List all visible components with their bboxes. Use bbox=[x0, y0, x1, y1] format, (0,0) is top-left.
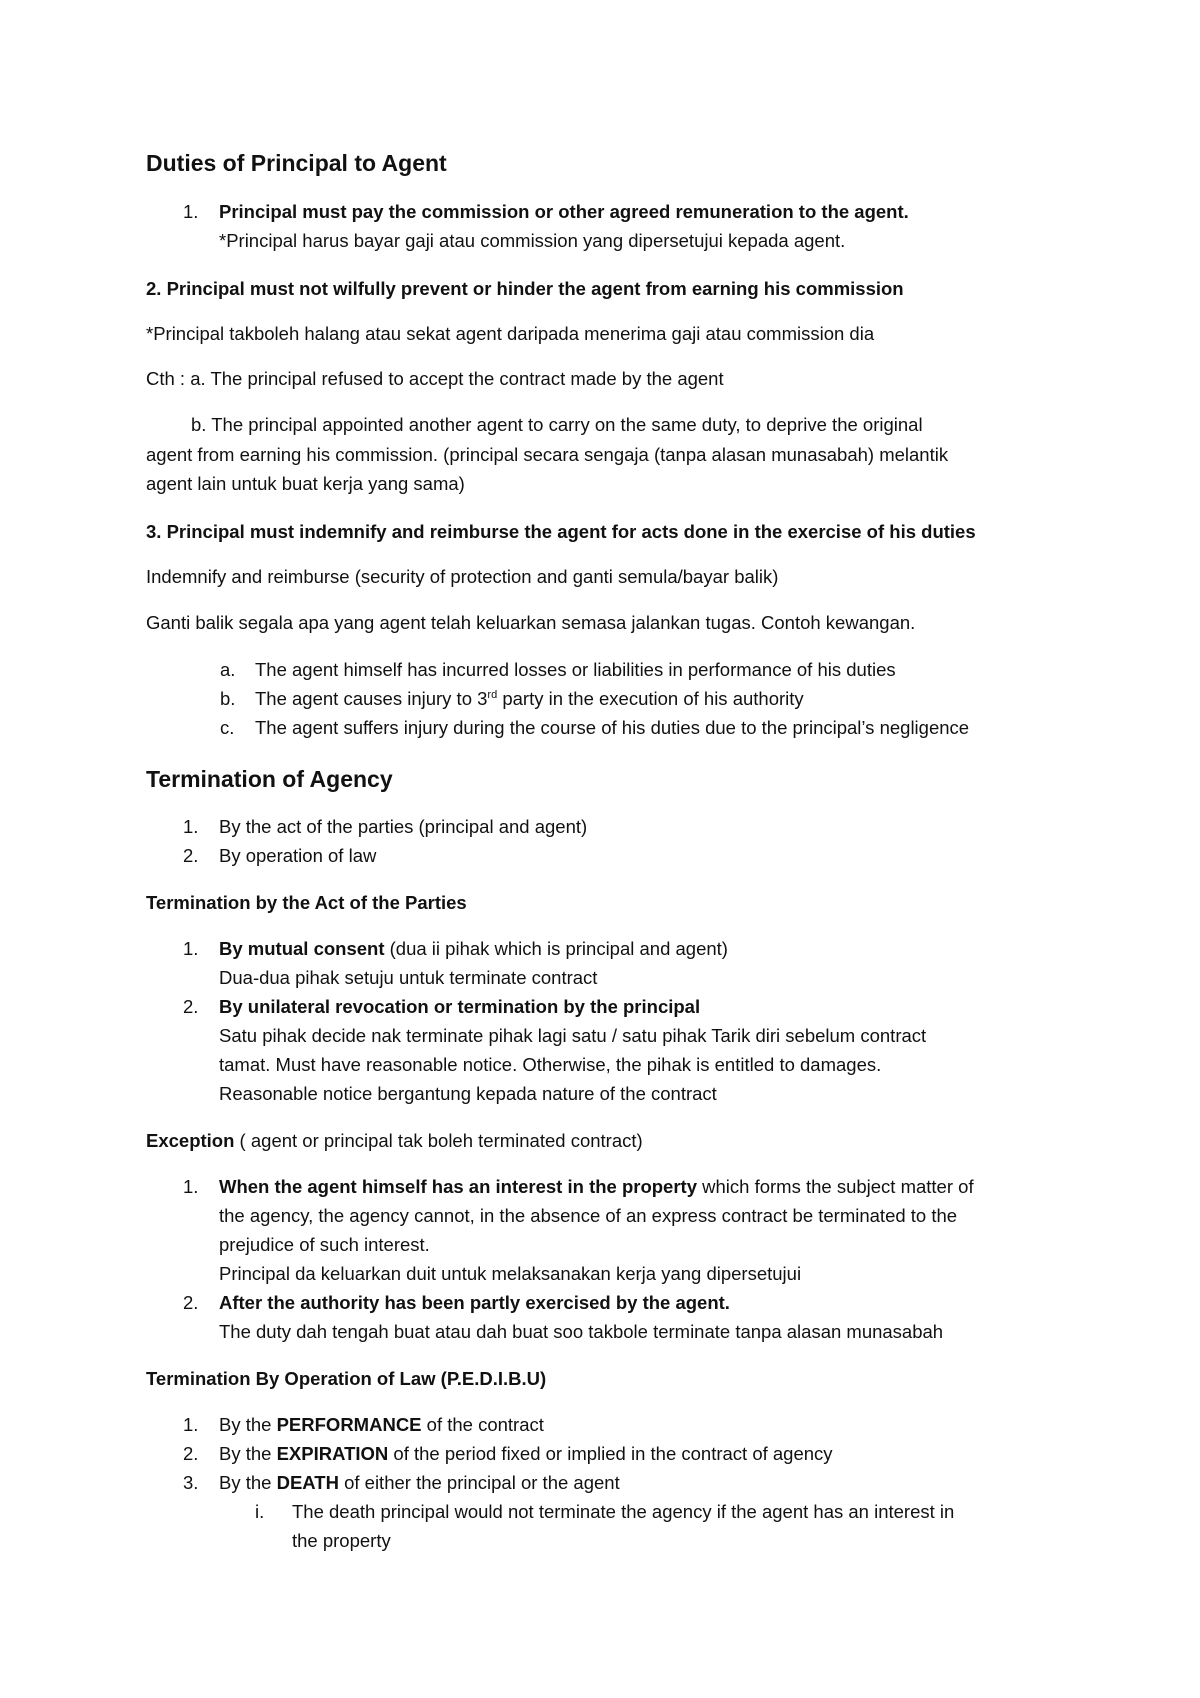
duty-3-note2: Ganti balik segala apa yang agent telah keluarkan semasa jalankan tugas. Contoh kewangan. bbox=[146, 612, 916, 633]
list-marker: a. bbox=[220, 659, 236, 680]
list-item-detail: Principal da keluarkan duit untuk melaksanakan kerja yang dipersetujui bbox=[219, 1263, 802, 1284]
heading-duties-of-principal: Duties of Principal to Agent bbox=[146, 150, 447, 176]
list-marker: 2. bbox=[183, 1292, 199, 1313]
list-item-detail: Reasonable notice bergantung kepada nature of the contract bbox=[219, 1083, 717, 1104]
list-marker: 3. bbox=[183, 1472, 199, 1493]
list-item-detail: tamat. Must have reasonable notice. Otherwise, the pihak is entitled to damages. bbox=[219, 1054, 882, 1075]
list-item-detail: prejudice of such interest. bbox=[219, 1234, 430, 1255]
list-marker: c. bbox=[220, 717, 235, 738]
list-item-detail: Satu pihak decide nak terminate pihak lagi satu / satu pihak Tarik diri sebelum contract bbox=[219, 1025, 927, 1046]
list-item: By operation of law bbox=[219, 845, 377, 866]
list-marker: 2. bbox=[183, 996, 199, 1017]
list-marker: b. bbox=[220, 688, 236, 709]
list-item-detail: the agency, the agency cannot, in the absence of an express contract be terminated to the bbox=[219, 1205, 958, 1226]
list-item: By mutual consent (dua ii pihak which is principal and agent) bbox=[219, 938, 728, 959]
heading-exception: Exception ( agent or principal tak boleh terminated contract) bbox=[146, 1130, 643, 1151]
list-item: The agent suffers injury during the course of his duties due to the principal’s negligence bbox=[255, 717, 970, 738]
list-marker: 1. bbox=[183, 201, 199, 222]
list-item: By the DEATH of either the principal or the agent bbox=[219, 1472, 620, 1493]
heading-termination-by-act: Termination by the Act of the Parties bbox=[146, 892, 467, 913]
list-marker: 2. bbox=[183, 1443, 199, 1464]
list-item: By the act of the parties (principal and agent) bbox=[219, 816, 588, 837]
list-item: After the authority has been partly exercised by the agent. bbox=[219, 1292, 730, 1313]
list-marker: i. bbox=[255, 1501, 265, 1522]
list-marker: 1. bbox=[183, 1176, 199, 1197]
list-marker: 1. bbox=[183, 1414, 199, 1435]
list-item: By the EXPIRATION of the period fixed or implied in the contract of agency bbox=[219, 1443, 833, 1464]
list-item: The agent causes injury to 3rd party in the execution of his authority bbox=[255, 688, 804, 709]
list-marker: 1. bbox=[183, 816, 199, 837]
duty-2-example-b-line3: agent lain untuk buat kerja yang sama) bbox=[146, 473, 465, 494]
duty-3-note1: Indemnify and reimburse (security of protection and ganti semula/bayar balik) bbox=[146, 566, 779, 587]
list-item-detail: the property bbox=[292, 1530, 391, 1551]
list-item: By unilateral revocation or termination by the principal bbox=[219, 996, 701, 1017]
duty-2-example-b-line1: b. The principal appointed another agent to carry on the same duty, to deprive the original bbox=[191, 414, 923, 435]
duty-2-note: *Principal takboleh halang atau sekat agent daripada menerima gaji atau commission dia bbox=[146, 323, 875, 344]
list-item: When the agent himself has an interest in the property which forms the subject matter of bbox=[219, 1176, 974, 1197]
heading-termination-by-law: Termination By Operation of Law (P.E.D.I.B.U) bbox=[146, 1368, 547, 1389]
list-marker: 1. bbox=[183, 938, 199, 959]
list-item-detail: The death principal would not terminate the agency if the agent has an interest in bbox=[292, 1501, 955, 1522]
list-item: By the PERFORMANCE of the contract bbox=[219, 1414, 544, 1435]
duty-1-note: *Principal harus bayar gaji atau commission yang dipersetujui kepada agent. bbox=[219, 230, 846, 251]
duty-3-text: 3. Principal must indemnify and reimburse the agent for acts done in the exercise of his duties bbox=[146, 521, 976, 542]
list-item-detail: The duty dah tengah buat atau dah buat soo takbole terminate tanpa alasan munasabah bbox=[219, 1321, 944, 1342]
duty-1-text: Principal must pay the commission or other agreed remuneration to the agent. bbox=[219, 201, 909, 222]
heading-termination-of-agency: Termination of Agency bbox=[146, 766, 393, 792]
duty-2-text: 2. Principal must not wilfully prevent or hinder the agent from earning his commission bbox=[146, 278, 904, 299]
duty-2-example-a: Cth : a. The principal refused to accept the contract made by the agent bbox=[146, 368, 724, 389]
list-item: The agent himself has incurred losses or liabilities in performance of his duties bbox=[255, 659, 896, 680]
list-marker: 2. bbox=[183, 845, 199, 866]
list-item-detail: Dua-dua pihak setuju untuk terminate contract bbox=[219, 967, 598, 988]
duty-2-example-b-line2: agent from earning his commission. (principal secara sengaja (tanpa alasan munasabah) melantik bbox=[146, 444, 949, 465]
